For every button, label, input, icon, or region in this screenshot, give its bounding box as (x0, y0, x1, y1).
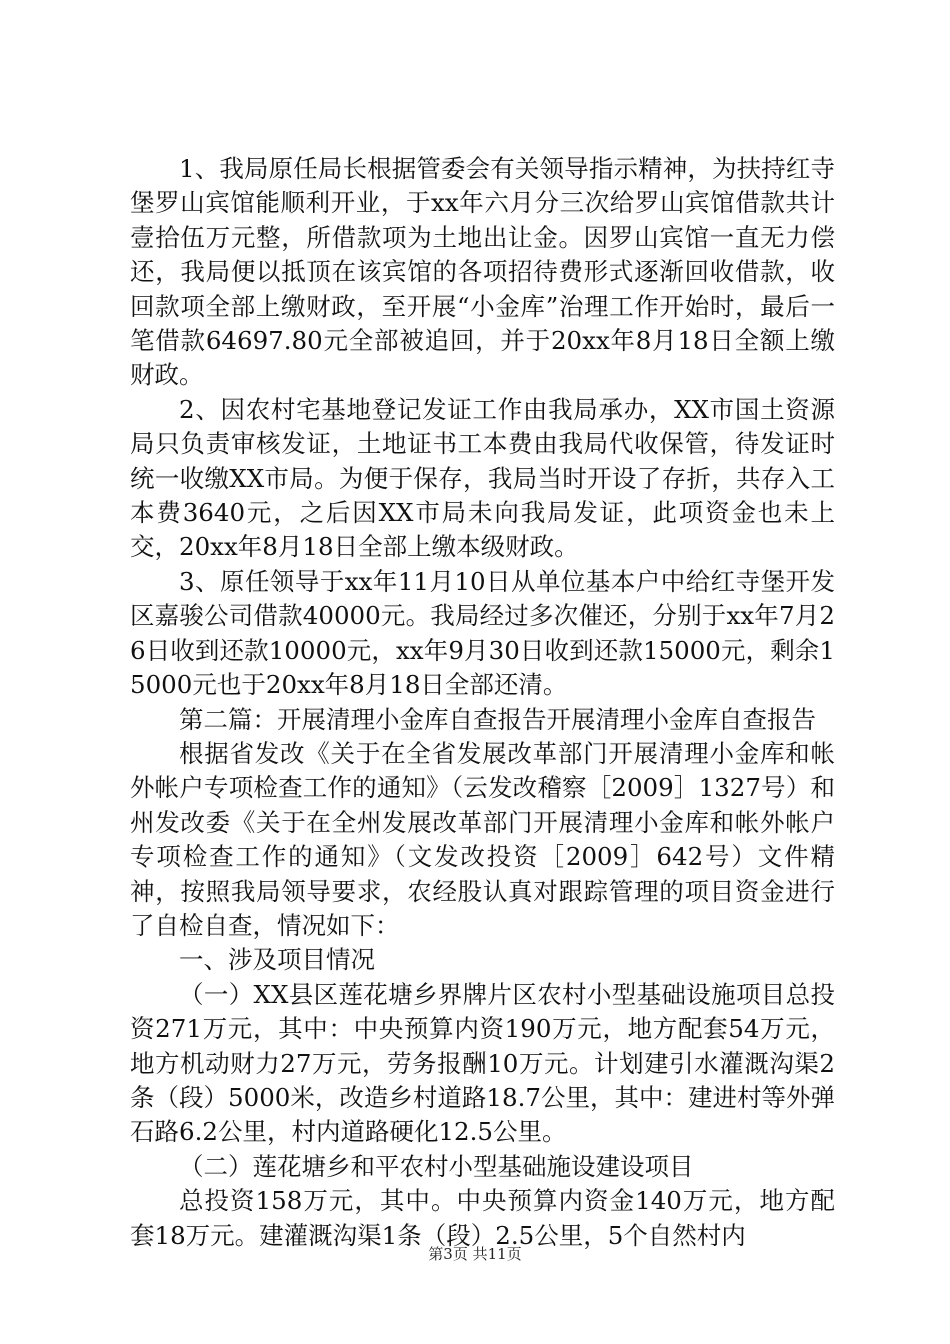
paragraph-4: 根据省发改《关于在全省发展改革部门开展清理小金库和帐外帐户专项检查工作的通知》（云发改稽察［2009］1327号）和州发改委《关于在全州发展改革部门开展清理小金库和帐外帐户专项检查工作的通知》（文发改投资［2009］642号）文件精神，按照我局领导要求，农经股认真对跟踪管理的项目资金进行了自检自查，情况如下： (130, 738, 835, 940)
paragraph-1: 1、我局原任局长根据管委会有关领导指示精神，为扶持红寺堡罗山宾馆能顺利开业，于xx年六月分三次给罗山宾馆借款共计壹拾伍万元整，所借款项为土地出让金。因罗山宾馆一直无力偿还，我局便以抵顶在该宾馆的各项招待费形式逐渐回收借款，收回款项全部上缴财政，至开展“小金库”治理工作开始时，最后一笔借款64697.80元全部被追回，并于20xx年8月18日全额上缴财政。 (130, 154, 835, 390)
page-footer: 第3页 共11页 (428, 1245, 522, 1263)
subheading-heping-project: （二）莲花塘乡和平农村小型基础施设建设项目 (179, 1151, 694, 1181)
paragraph-2: 2、因农村宅基地登记发证工作由我局承办，XX市国土资源局只负责审核发证，土地证书工本费由我局代收保管，待发证时统一收缴XX市局。为便于保存，我局当时开设了存折，共存入工本费3640元，之后因XX市局未向我局发证，此项资金也未上交，20xx年8月18日全部上缴本级财政。 (130, 394, 835, 562)
paragraph-3: 3、原任领导于xx年11月10日从单位基本户中给红寺堡开发区嘉骏公司借款40000元。我局经过多次催还，分别于xx年7月26日收到还款10000元，xx年9月30日收到还款15000元，剩余15000元也于20xx年8月18日全部还清。 (130, 566, 835, 700)
subheading-project-situation: 一、涉及项目情况 (179, 945, 375, 975)
paragraph-5: （一）XX县区莲花塘乡界牌片区农村小型基础设施项目总投资271万元，其中：中央预算内资190万元，地方配套54万元，地方机动财力27万元，劳务报酬10万元。计划建引水灌溉沟渠2条（段）5000米，改造乡村道路18.7公里，其中：建进村等外弹石路6.2公里，村内道路硬化12.5公里。 (130, 979, 835, 1147)
paragraph-6: 总投资158万元，其中。中央预算内资金140万元，地方配套18万元。建灌溉沟渠1条（段）2.5公里，5个自然村内 (130, 1186, 835, 1250)
section-heading: 第二篇：开展清理小金库自查报告开展清理小金库自查报告 (179, 704, 816, 734)
document-body (130, 152, 835, 1253)
